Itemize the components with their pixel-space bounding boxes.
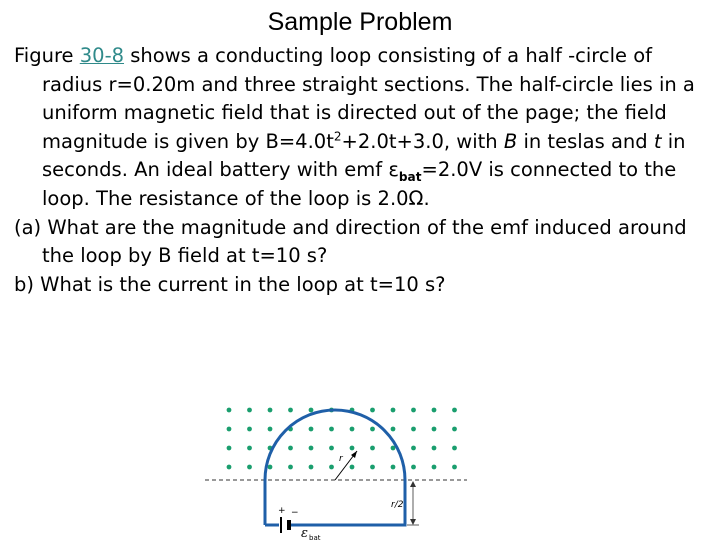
figure-link[interactable]: 30-8 — [79, 44, 125, 67]
field-dot — [247, 465, 252, 470]
question-b: b) What is the current in the loop at t=10 s? — [14, 272, 446, 296]
field-dot — [391, 446, 396, 451]
variable-B: B — [503, 129, 518, 153]
field-dot — [411, 427, 416, 432]
statement-text: shows a conducting loop consisting of a half -circle of radius r=0.20m and three straight sections. The half-circle lies in a uniform magnetic field that is directed out of the page; the field magnitude is given by B=4.0t — [42, 44, 695, 153]
battery-emf-subscript: bat — [309, 534, 321, 540]
statement-text: in seconds. An ideal battery with emf — [42, 129, 686, 182]
field-dot — [309, 408, 314, 413]
radius-label: r — [339, 454, 343, 464]
exponent: 2 — [333, 129, 342, 144]
field-dot — [227, 465, 232, 470]
field-dot — [452, 427, 457, 432]
field-dot — [350, 446, 355, 451]
field-dot — [309, 446, 314, 451]
field-dot — [432, 408, 437, 413]
conducting-loop — [265, 410, 405, 525]
field-dot — [227, 408, 232, 413]
field-dot — [288, 465, 293, 470]
statement-text: in teslas and — [517, 129, 654, 153]
field-dot — [268, 408, 273, 413]
problem-statement — [14, 42, 704, 214]
field-dot — [227, 427, 232, 432]
dimension-arrow-top — [410, 481, 416, 487]
field-dot — [411, 446, 416, 451]
field-dot — [391, 427, 396, 432]
battery-minus: − — [291, 508, 299, 518]
question-a: (a) What are the magnitude and direction of the emf induced around the loop by B field at t=10 s? — [14, 215, 687, 268]
dimension-arrow-bottom — [410, 519, 416, 525]
field-dot — [288, 408, 293, 413]
field-dot — [309, 427, 314, 432]
battery-plus: + — [278, 506, 286, 516]
field-dot — [247, 408, 252, 413]
field-dot — [227, 446, 232, 451]
field-dot — [268, 427, 273, 432]
field-dot — [329, 427, 334, 432]
field-dot — [432, 446, 437, 451]
field-dot — [350, 427, 355, 432]
field-dot — [391, 408, 396, 413]
field-dot — [411, 465, 416, 470]
statement-text: =2.0V is connected to the loop. The resistance of the loop is 2.0Ω. — [42, 158, 677, 210]
field-dot — [452, 446, 457, 451]
battery-emf-label: ε — [301, 526, 308, 540]
problem-text — [14, 42, 704, 299]
field-dot — [268, 465, 273, 470]
dimension-label: r/2 — [391, 500, 404, 510]
statement-text: +2.0t+3.0, with — [341, 129, 504, 153]
field-dot — [411, 408, 416, 413]
emf-symbol: ε — [388, 158, 399, 182]
field-dot — [370, 465, 375, 470]
field-dot — [391, 465, 396, 470]
field-dot — [329, 446, 334, 451]
field-dot — [247, 427, 252, 432]
field-dot — [370, 446, 375, 451]
field-dot — [288, 446, 293, 451]
emf-subscript: bat — [398, 170, 422, 185]
statement-text: Figure — [14, 44, 80, 67]
field-dot — [432, 427, 437, 432]
slide-title: Sample Problem — [267, 8, 453, 36]
field-dot — [370, 427, 375, 432]
field-dot — [247, 446, 252, 451]
field-dot — [432, 465, 437, 470]
field-dot — [350, 465, 355, 470]
field-dot — [329, 465, 334, 470]
field-dot — [370, 408, 375, 413]
circuit-figure — [205, 395, 475, 540]
field-dot — [309, 465, 314, 470]
field-dot — [452, 408, 457, 413]
variable-t: t — [653, 129, 662, 153]
field-dot — [452, 465, 457, 470]
